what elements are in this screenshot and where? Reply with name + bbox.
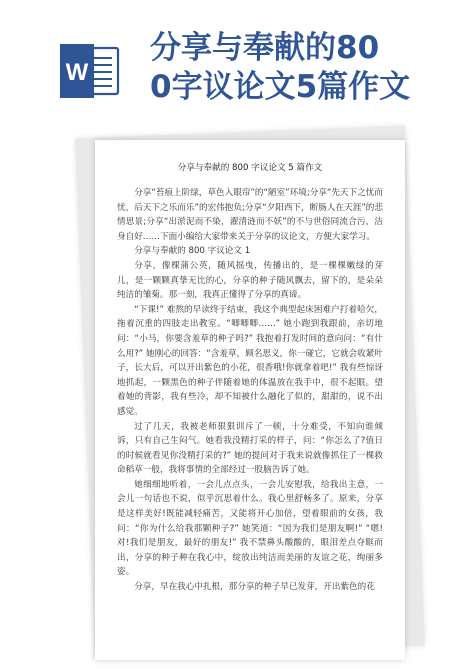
document-page xyxy=(95,140,405,660)
section-heading: 分享与奉献的 800 字议论文 1 xyxy=(134,246,251,257)
word-document-icon xyxy=(58,42,120,100)
page-header xyxy=(0,0,474,120)
body-paragraph: 过了几天，我被老师狠狠训斥了一顿，十分难受，不知向谁倾诉，只有自己生闷气。她看我没精打采的样子，问：“你怎么了?值日的时候就看见你没精打采的?” 她的提问对于我来说就像抓住了一棵救命稻草一般，我将事情的全部经过一股脑告诉了她。 xyxy=(117,421,383,476)
body-paragraph: 她细细地听着，一会儿点点头，一会儿安慰我，给我出主意，一会儿一句话也不说，似乎沉思着什么。我心里舒畅多了。原来，分享是这样美好!既能减轻痛苦，又能将开心加倍，望着眼前的女孩，我问：“你为什么给我那颗种子?” 她笑道：“因为我们是朋友啊!” “嗯!对!我们是朋友，最好的朋友!” 我不禁鼻头酸酸的，眼泪差点夺眶而出，分享的种子种在我心中，绽放出纯洁而美丽的友谊之花，绚丽多姿。 xyxy=(117,479,383,578)
intro-paragraph: 分享“苔痕上阶绿，草色入眼帘”的“陋室”环境;分享“先天下之忧而忧，后天下之乐而乐”的宏伟抱负;分享“夕阳西下，断肠人在天涯”的悲情思景;分享“出淤泥而不染，濯清涟而不妖”的不与世俗同流合污，洁身自好……下面小编给大家带来关于分享的议论文，方便大家学习。 xyxy=(117,188,383,242)
page-title-line-2: 0字议论文5篇作文 xyxy=(150,69,411,105)
body-paragraph: 分享，像棵蒲公英，随风摇曳，传播出的，是一棵棵嫩绿的芽儿，是一颗颗真挚无比的心，分享的种子随风飘去，留下的，是朵朵纯洁的雏菊。那一刻，我真正懂得了分享的真谛。 xyxy=(117,260,383,301)
document-title: 分享与奉献的 800 字议论文 5 篇作文 xyxy=(177,163,323,173)
page-title-line-1: 分享与奉献的80 xyxy=(150,30,380,66)
word-icon-letter: W xyxy=(65,59,89,86)
body-paragraph: “下课!” 难熬的早读终于结束，我这个典型起床困难户打着哈欠，拖着沉重的四肢走出教室。“唧唧唧……” 她小跑到我跟前，亲切地问：“小马，你要含羞草的种子吗?” 我抱着打发时间的意向问：“有什么用?” 她刚心的回答：“含羞草，顾名思义，你一碰它，它就会收紧叶子，长大后，可以开出紫色的小花，很香哦!你就拿着吧!” 我有些惊讶地抓起，一颗黑色的种子伴随着她的体温放在我手中，很不起眼。望着她的背影，我有些冷，却不知被什么融化了似的，甜甜的，说不出感觉。 xyxy=(117,304,383,417)
body-paragraph: 分享，早在我心中扎根，那分享的种子早已发芽，开出紫色的花 xyxy=(134,582,375,593)
